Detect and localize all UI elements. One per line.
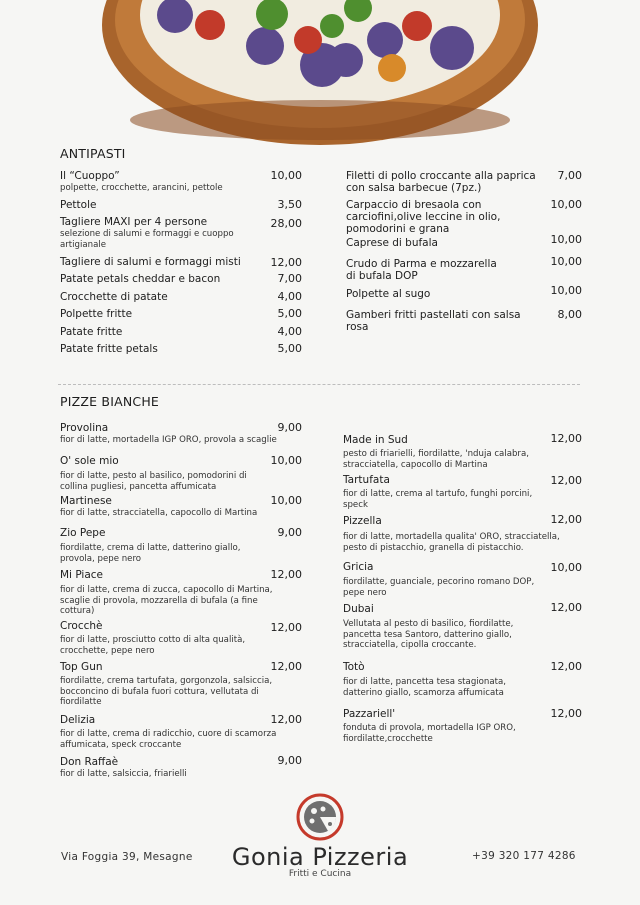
pizze-bianche-title: PIZZE BIANCHE [60, 394, 160, 409]
item-desc: fior di latte, stracciatella, capocollo di Martina [60, 508, 258, 518]
item-desc: fior di latte, crema di zucca, capocollo di Martina, scaglie di provola, mozzarella di bufala (a fine cottura) [60, 585, 273, 616]
item-name: Crudo di Parma e mozzarella di bufala DOP [346, 258, 497, 282]
item-name: Made in Sud [343, 434, 408, 446]
menu-item [60, 291, 250, 303]
item-price: 7,00 [277, 272, 302, 285]
item-name: Crocchette di patate [60, 291, 168, 303]
menu-item [60, 199, 248, 211]
menu-item [346, 199, 526, 235]
item-name: Martinese [60, 495, 112, 507]
item-price: 10,00 [270, 454, 302, 467]
item-name: Filetti di pollo croccante alla paprica con salsa barbecue (7pz.) [346, 170, 536, 194]
item-price: 10,00 [550, 284, 582, 297]
item-desc: fior di latte, pesto al basilico, pomodorini di collina pugliesi, pancetta affumicata [60, 471, 247, 492]
item-name: Crocchè [60, 620, 103, 632]
item-name: Pizzella [343, 515, 382, 527]
menu-item [343, 603, 528, 651]
item-name: Don Raffaè [60, 756, 119, 768]
antipasti-title: ANTIPASTI [60, 146, 126, 161]
menu-item [60, 256, 250, 268]
item-desc: fiordilatte, crema di latte, datterino giallo, provola, pepe nero [60, 543, 241, 564]
item-name: Gamberi fritti pastellati con salsa rosa [346, 309, 521, 333]
item-desc: fior di latte, salsiccia, friarielli [60, 769, 187, 779]
menu-item [60, 620, 265, 656]
item-price: 9,00 [277, 421, 302, 434]
menu-item [346, 237, 526, 249]
item-price: 12,00 [550, 601, 582, 614]
item-desc: fior di latte, mortadella qualita' ORO, stracciatella, pesto di pistacchio, granella di pistacchio. [343, 532, 560, 553]
item-price: 12,00 [270, 713, 302, 726]
menu-item [60, 661, 280, 708]
item-price: 7,00 [557, 169, 582, 182]
item-name: Caprese di bufala [346, 237, 438, 249]
item-price: 5,00 [277, 307, 302, 320]
brand-tagline: Fritti e Cucina [288, 869, 352, 879]
item-name: Pettole [60, 199, 97, 211]
item-name: Totò [343, 661, 365, 673]
item-price: 8,00 [557, 308, 582, 321]
item-price: 4,00 [277, 290, 302, 303]
item-name: O' sole mio [60, 455, 119, 467]
item-name: Top Gun [60, 661, 103, 673]
item-price: 5,00 [277, 342, 302, 355]
item-price: 10,00 [550, 198, 582, 211]
brand-name: Gonia Pizzeria [231, 843, 409, 871]
menu-item [346, 309, 531, 333]
menu-item [343, 474, 548, 510]
item-price: 12,00 [550, 474, 582, 487]
menu-item [60, 308, 250, 320]
item-desc: fior di latte, pancetta tesa stagionata, datterino giallo, scamorza affumicata [343, 677, 506, 698]
item-name: Patate petals cheddar e bacon [60, 273, 221, 285]
item-price: 12,00 [550, 707, 582, 720]
item-name: Dubai [343, 603, 374, 615]
item-name: Mi Piace [60, 569, 103, 581]
item-name: Patate fritte petals [60, 343, 158, 355]
menu-item [346, 170, 538, 194]
item-desc: fiordilatte, crema tartufata, gorgonzola, salsiccia, bocconcino di bufala fuori cottura, vellutata di fiordilatte [60, 676, 273, 707]
menu-item [60, 527, 260, 564]
item-price: 10,00 [270, 494, 302, 507]
menu-item [60, 343, 250, 355]
item-desc: fiordilatte, guanciale, pecorino romano DOP, pepe nero [343, 577, 535, 598]
item-desc: pesto di friarielli, fiordilatte, 'nduja calabra, stracciatella, capocollo di Martina [343, 449, 529, 470]
menu-item [346, 288, 526, 300]
item-price: 10,00 [550, 255, 582, 268]
item-name: Pazzariell' [343, 708, 396, 720]
item-price: 9,00 [277, 526, 302, 539]
section-divider [58, 384, 580, 385]
item-name: Il “Cuoppo” [60, 170, 120, 182]
menu-item [60, 216, 275, 250]
item-price: 3,50 [277, 198, 302, 211]
item-price: 4,00 [277, 325, 302, 338]
item-price: 10,00 [270, 169, 302, 182]
item-name: Patate fritte [60, 326, 123, 338]
pizza-photo [100, 0, 540, 145]
menu-item [343, 661, 528, 698]
item-name: Polpette fritte [60, 308, 133, 320]
item-desc: selezione di salumi e formaggi e cuoppo artigianale [60, 229, 234, 250]
menu-item [60, 273, 250, 285]
item-price: 9,00 [277, 754, 302, 767]
item-name: Gricia [343, 561, 374, 573]
menu-item [343, 434, 548, 470]
item-desc: fior di latte, mortadella IGP ORO, provola a scaglie [60, 435, 277, 445]
item-price: 12,00 [550, 432, 582, 445]
item-desc: Vellutata al pesto di basilico, fiordilatte, pancetta tesa Santoro, datterino giallo, stracciatella, cipolla croccante. [343, 619, 514, 650]
menu-item [60, 569, 280, 617]
item-name: Tagliere MAXI per 4 persone [60, 216, 208, 228]
menu-item [346, 258, 506, 282]
item-name: Zio Pepe [60, 527, 106, 539]
item-name: Tagliere di salumi e formaggi misti [60, 256, 241, 268]
address: Via Foggia 39, Mesagne [61, 851, 193, 863]
item-desc: polpette, crocchette, arancini, pettole [60, 183, 223, 193]
item-desc: fonduta di provola, mortadella IGP ORO, fiordilatte,crocchette [343, 723, 516, 744]
menu-item [60, 455, 265, 492]
item-name: Delizia [60, 714, 96, 726]
item-desc: fior di latte, crema al tartufo, funghi porcini, speck [343, 489, 533, 510]
phone-number[interactable]: +39 320 177 4286 [472, 850, 576, 862]
item-price: 10,00 [550, 233, 582, 246]
item-price: 12,00 [270, 621, 302, 634]
item-price: 12,00 [270, 660, 302, 673]
menu-item [343, 561, 548, 598]
item-name: Polpette al sugo [346, 288, 431, 300]
menu-item [343, 708, 533, 744]
item-name: Carpaccio di bresaola con carciofini,olive leccine in olio, pomodorini e grana [346, 199, 501, 235]
item-price: 12,00 [270, 256, 302, 269]
item-price: 10,00 [550, 561, 582, 574]
item-price: 12,00 [270, 568, 302, 581]
item-desc: fior di latte, prosciutto cotto di alta qualità, crocchette, pepe nero [60, 635, 246, 656]
pizza-slice-logo-icon [290, 793, 350, 847]
item-desc: fior di latte, crema di radicchio, cuore di scamorza affumicata, speck croccante [60, 729, 277, 750]
item-price: 12,00 [550, 513, 582, 526]
item-name: Tartufata [343, 474, 390, 486]
menu-item [60, 170, 248, 194]
item-price: 28,00 [270, 217, 302, 230]
menu-item [60, 756, 260, 780]
menu-item [60, 326, 250, 338]
item-price: 12,00 [550, 660, 582, 673]
item-name: Provolina [60, 422, 109, 434]
